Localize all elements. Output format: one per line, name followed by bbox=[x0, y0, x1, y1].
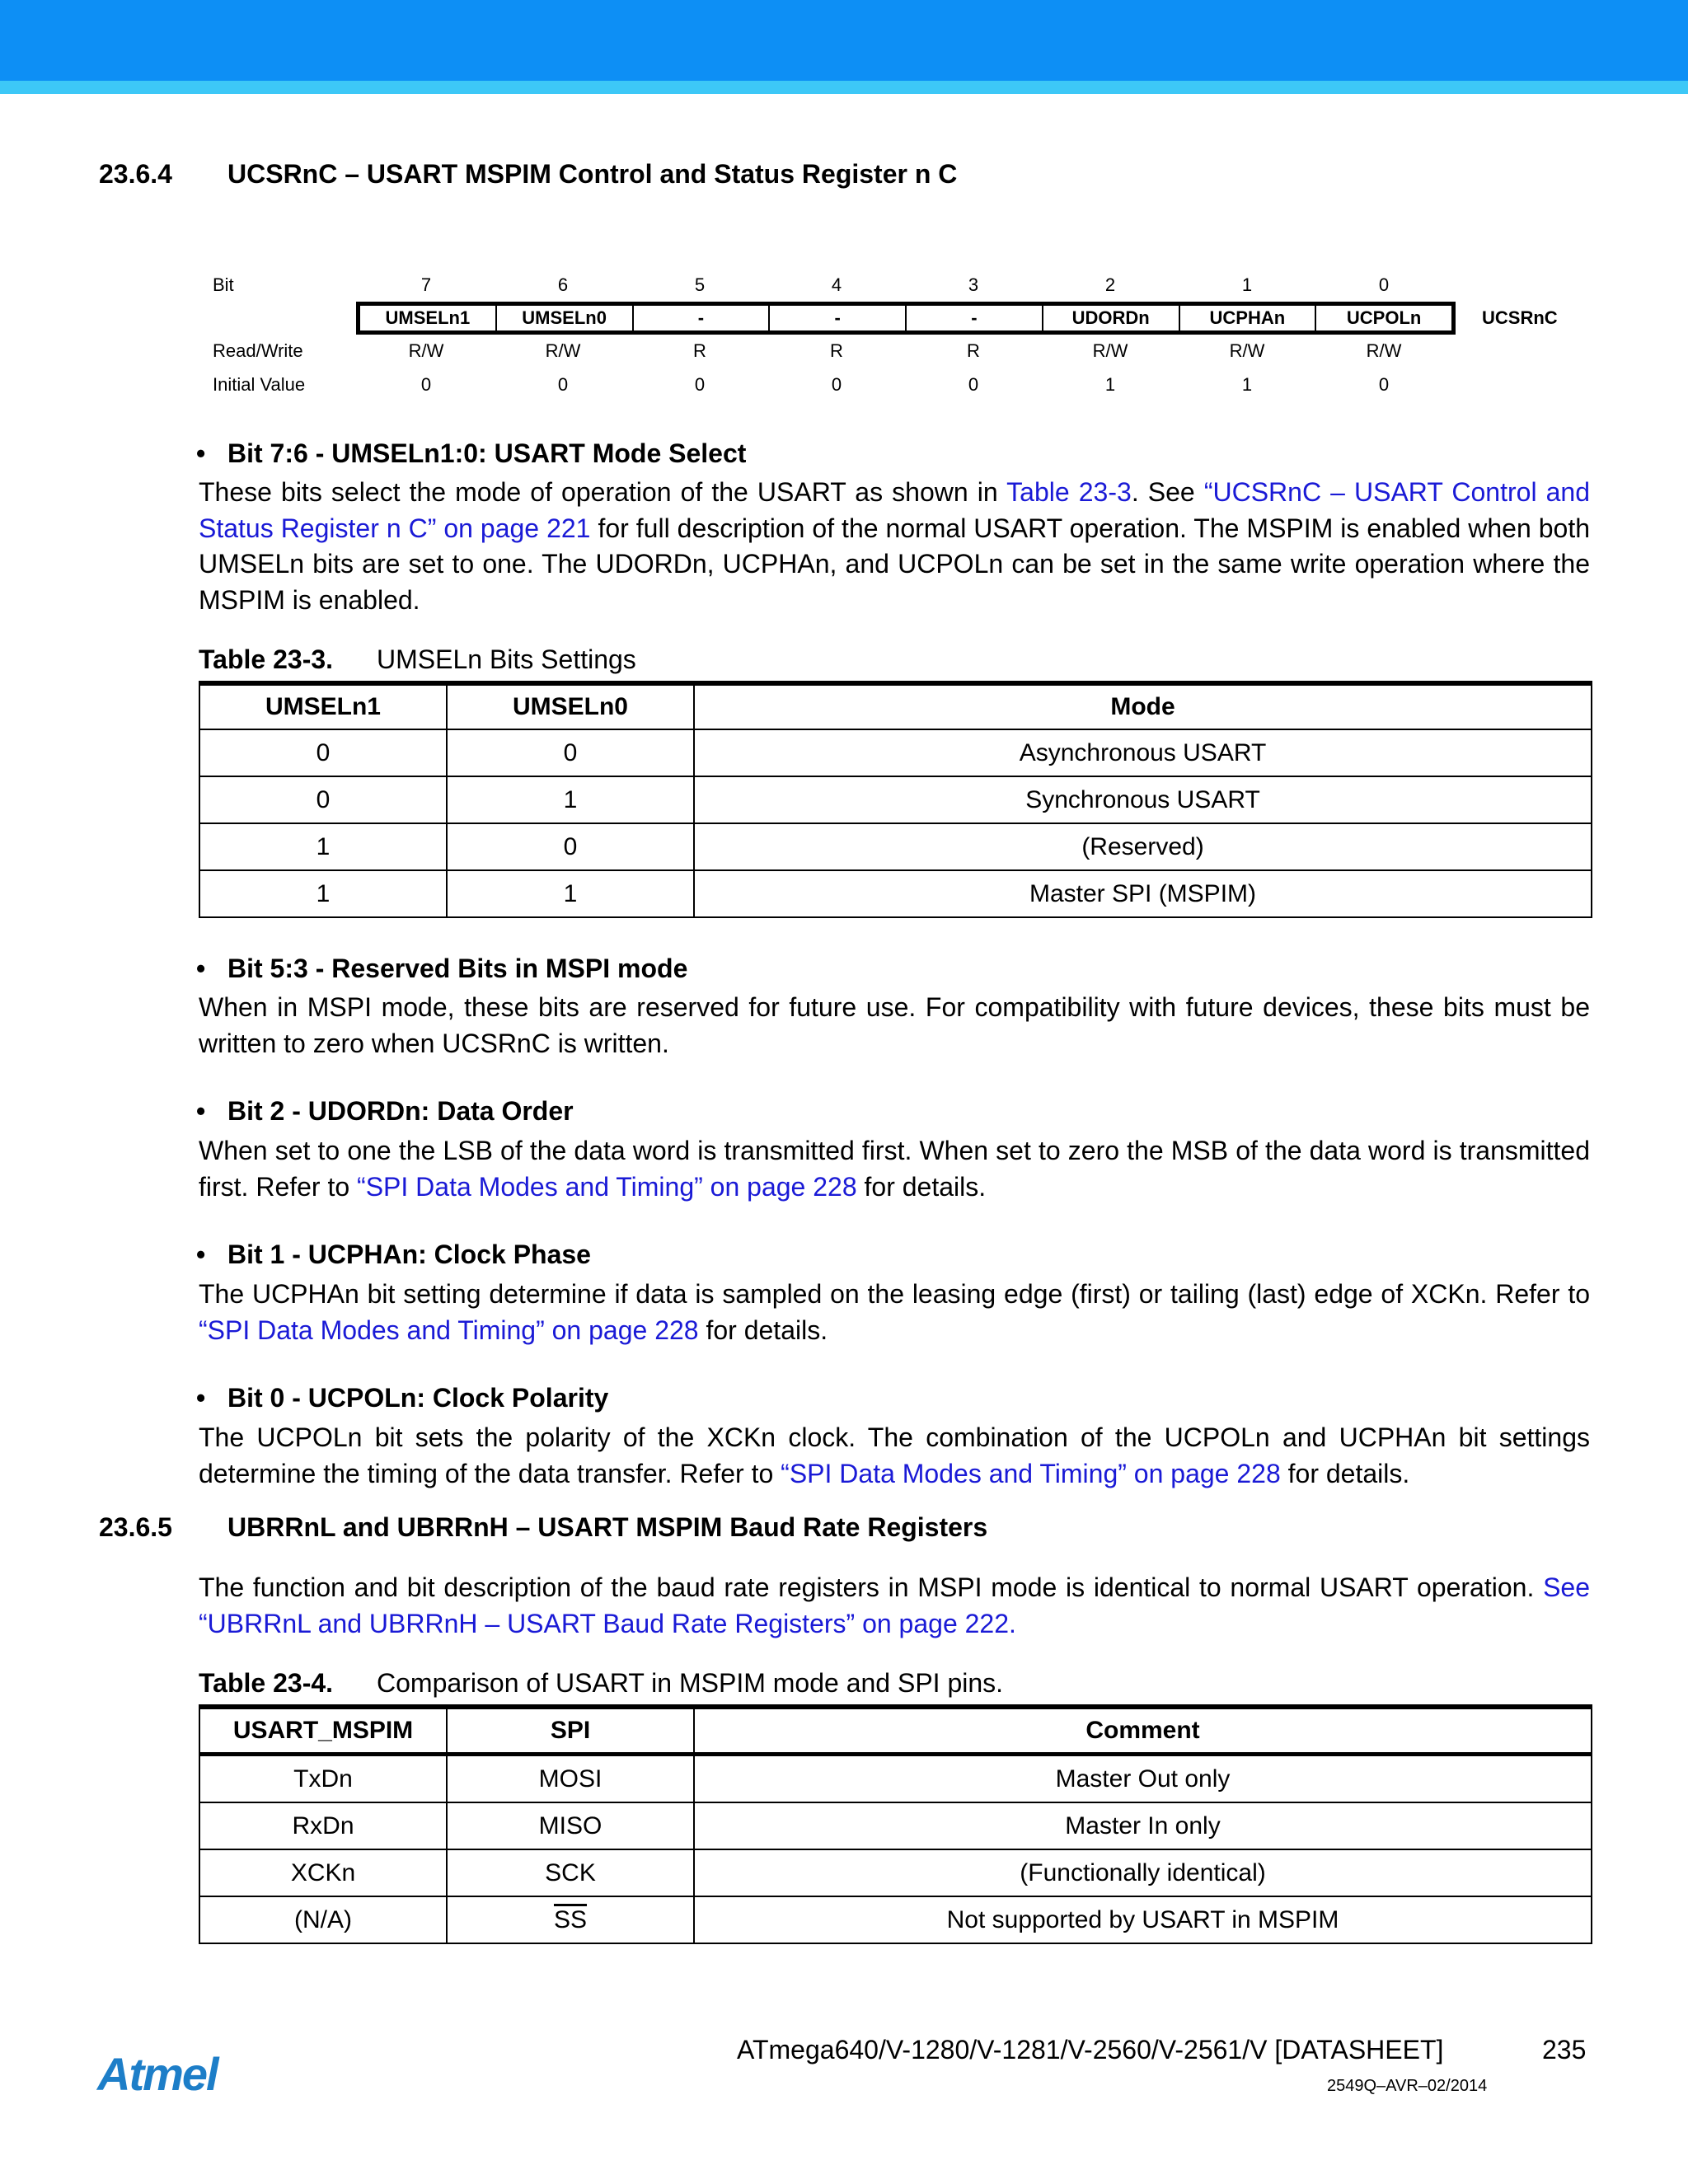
bit2-description: When set to one the LSB of the data word is transmitted first. When set to zero the MSB of the data word is transmitted first. Refer to “SPI Data Modes and Timing” on page 228 for details. bbox=[199, 1136, 1590, 1202]
document-code: 2549Q–AVR–02/2014 bbox=[1327, 2077, 1488, 2095]
bit0-description: The UCPOLn bit sets the polarity of the XCKn clock. The combination of the UCPOLn and UCPHAn bit settings determine the timing of the data transfer. Refer to “SPI Data Modes and Timing” on page 228 for details. bbox=[199, 1422, 1590, 1488]
initial-value: 1 bbox=[1241, 374, 1253, 395]
bit0-heading: • Bit 0 - UCPOLn: Clock Polarity bbox=[196, 1383, 609, 1413]
spi-timing-link[interactable]: “SPI Data Modes and Timing” on page 228 bbox=[781, 1458, 1281, 1488]
page-number: 235 bbox=[1542, 2035, 1587, 2064]
initial-value-label: Initial Value bbox=[213, 374, 306, 395]
bit2-heading: • Bit 2 - UDORDn: Data Order bbox=[196, 1096, 574, 1126]
register-bit-name: - bbox=[634, 306, 771, 330]
bit76-description: These bits select the mode of operation of the USART as shown in Table 23-3. See “UCSRnC – USART Control and Status Register n C” on page 221 for full description of the normal USART operation. The MSPIM is enabled when both UMSELn bits are set to one. The UDORDn, UCPHAn, and UCPOLn can be set in the same write operation where the MSPIM is enabled. bbox=[199, 477, 1591, 615]
table-cell: Asynchronous USART bbox=[694, 729, 1592, 776]
table-cell: MOSI bbox=[447, 1755, 694, 1803]
register-bit-name: UDORDn bbox=[1043, 306, 1180, 330]
bullet-icon: • bbox=[196, 1383, 206, 1413]
column-header: SPI bbox=[447, 1707, 694, 1755]
bit-number: 5 bbox=[694, 274, 706, 295]
bit-number: 2 bbox=[1104, 274, 1116, 295]
register-bit-name: UCPHAn bbox=[1180, 306, 1317, 330]
ucsrnc-link[interactable]: “UCSRnC – USART Control and Status Register n C” on page 221 bbox=[199, 477, 1591, 543]
table-cell: RxDn bbox=[199, 1802, 447, 1849]
table-cell: (Reserved) bbox=[694, 823, 1592, 870]
header-bar bbox=[0, 0, 1688, 81]
column-header: UMSELn0 bbox=[447, 683, 694, 729]
read-write-value: R/W bbox=[545, 340, 581, 361]
read-write-value: R/W bbox=[1229, 340, 1265, 361]
table-cell: MISO bbox=[447, 1802, 694, 1849]
table-cell: 1 bbox=[447, 776, 694, 823]
umseln-settings-table bbox=[199, 681, 1592, 918]
bit-number: 3 bbox=[968, 274, 979, 295]
table-row bbox=[199, 1755, 1592, 1803]
bit53-heading: • Bit 5:3 - Reserved Bits in MSPI mode bbox=[196, 954, 688, 983]
table-cell: Not supported by USART in MSPIM bbox=[694, 1896, 1592, 1943]
bit-number: 4 bbox=[831, 274, 842, 295]
read-write-value: R bbox=[830, 340, 843, 361]
read-write-value: R bbox=[693, 340, 706, 361]
table-cell: (Functionally identical) bbox=[694, 1849, 1592, 1896]
bit-label: Bit bbox=[213, 274, 234, 295]
initial-value: 0 bbox=[1378, 374, 1390, 395]
table-cell: TxDn bbox=[199, 1755, 447, 1803]
section-title: UCSRnC – USART MSPIM Control and Status Register n C bbox=[227, 159, 958, 189]
initial-value: 0 bbox=[557, 374, 569, 395]
column-header: Comment bbox=[694, 1707, 1592, 1755]
bit1-description: The UCPHAn bit setting determine if data is sampled on the leasing edge (first) or tailing (last) edge of XCKn. Refer to “SPI Data Modes and Timing” on page 228 for details. bbox=[199, 1279, 1590, 1345]
table-row bbox=[199, 1802, 1592, 1849]
spi-timing-link[interactable]: “SPI Data Modes and Timing” on page 228 bbox=[357, 1171, 857, 1202]
spi-timing-link[interactable]: “SPI Data Modes and Timing” on page 228 bbox=[199, 1315, 699, 1345]
register-bit-name: UCPOLn bbox=[1346, 307, 1422, 328]
table-cell: 1 bbox=[447, 870, 694, 917]
table-cell: Master SPI (MSPIM) bbox=[694, 870, 1592, 917]
table-header-row bbox=[199, 1707, 1592, 1755]
section-heading-23-6-4 bbox=[99, 159, 957, 190]
initial-value: 0 bbox=[420, 374, 432, 395]
section-title: UBRRnL and UBRRnH – USART MSPIM Baud Rate Registers bbox=[227, 1512, 988, 1542]
register-bit-box bbox=[356, 302, 1456, 335]
table-row bbox=[199, 1896, 1592, 1943]
table-row bbox=[199, 870, 1592, 917]
section-heading-23-6-5 bbox=[99, 1512, 987, 1543]
table-label: Table 23-3. bbox=[199, 644, 334, 674]
column-header: UMSELn1 bbox=[199, 683, 447, 729]
table-cell: 0 bbox=[447, 729, 694, 776]
table-cell: 0 bbox=[447, 823, 694, 870]
bullet-icon: • bbox=[196, 954, 206, 983]
register-name: UCSRnC bbox=[1482, 307, 1558, 328]
table-label: Table 23-4. bbox=[199, 1668, 334, 1698]
column-header: USART_MSPIM bbox=[199, 1707, 447, 1755]
table-23-4-caption bbox=[199, 1668, 1003, 1699]
initial-value: 1 bbox=[1104, 374, 1116, 395]
bit76-heading: • Bit 7:6 - UMSELn1:0: USART Mode Select bbox=[196, 438, 747, 468]
table-cell bbox=[447, 1896, 694, 1943]
read-write-value: R/W bbox=[1092, 340, 1128, 361]
read-write-value: R bbox=[967, 340, 980, 361]
section-number: 23.6.4 bbox=[99, 159, 172, 189]
table-cell: (N/A) bbox=[199, 1896, 447, 1943]
header-strip bbox=[0, 81, 1688, 94]
table-23-3-caption bbox=[199, 644, 636, 675]
read-write-label: Read/Write bbox=[213, 340, 303, 361]
table-cell: SCK bbox=[447, 1849, 694, 1896]
ubrr-link[interactable]: See “UBRRnL and UBRRnH – USART Baud Rate Registers” on page 222. bbox=[199, 1572, 1590, 1638]
table-cell: 1 bbox=[199, 823, 447, 870]
register-bit-name: - bbox=[907, 306, 1043, 330]
table-row bbox=[199, 823, 1592, 870]
table-cell: Synchronous USART bbox=[694, 776, 1592, 823]
bit-number: 0 bbox=[1378, 274, 1390, 295]
baud-rate-description: The function and bit description of the baud rate registers in MSPI mode is identical to normal USART operation. See “UBRRnL and UBRRnH – USART Baud Rate Registers” on page 222. bbox=[199, 1572, 1590, 1638]
bit1-heading: • Bit 1 - UCPHAn: Clock Phase bbox=[196, 1240, 591, 1269]
bit-number: 6 bbox=[557, 274, 569, 295]
table-title: Comparison of USART in MSPIM mode and SPI pins. bbox=[377, 1668, 1004, 1698]
table-cell: Master In only bbox=[694, 1802, 1592, 1849]
bit-number: 1 bbox=[1241, 274, 1253, 295]
bullet-icon: • bbox=[196, 438, 206, 468]
ss-signal: $\overline{SS}$ bbox=[553, 1905, 588, 1933]
table-cell: 0 bbox=[199, 776, 447, 823]
table-row bbox=[199, 776, 1592, 823]
initial-value: 0 bbox=[968, 374, 979, 395]
table-cell: 0 bbox=[199, 729, 447, 776]
register-bit-name: - bbox=[770, 306, 907, 330]
bit53-description: When in MSPI mode, these bits are reserved for future use. For compatibility with future devices, these bits must be written to zero when UCSRnC is written. bbox=[199, 992, 1590, 1058]
column-header: Mode bbox=[694, 683, 1592, 729]
bullet-icon: • bbox=[196, 1096, 206, 1126]
read-write-value: R/W bbox=[408, 340, 444, 361]
table-cell: 1 bbox=[199, 870, 447, 917]
table-23-3-link[interactable]: Table 23-3 bbox=[1006, 477, 1132, 507]
atmel-logo: Atmel bbox=[97, 2048, 218, 2100]
register-bit-name: UMSELn0 bbox=[497, 306, 634, 330]
table-row bbox=[199, 1849, 1592, 1896]
table-cell: XCKn bbox=[199, 1849, 447, 1896]
table-header-row bbox=[199, 683, 1592, 729]
footer-title: ATmega640/V-1280/V-1281/V-2560/V-2561/V [DATASHEET] bbox=[737, 2035, 1444, 2064]
read-write-value: R/W bbox=[1366, 340, 1402, 361]
section-number: 23.6.5 bbox=[99, 1512, 172, 1542]
table-row bbox=[199, 729, 1592, 776]
bullet-icon: • bbox=[196, 1240, 206, 1269]
table-cell: Master Out only bbox=[694, 1755, 1592, 1803]
register-bit-name: UMSELn1 bbox=[360, 306, 497, 330]
table-title: UMSELn Bits Settings bbox=[377, 644, 636, 674]
bit-number: 7 bbox=[420, 274, 432, 295]
usart-spi-comparison-table bbox=[199, 1704, 1592, 1944]
initial-value: 0 bbox=[831, 374, 842, 395]
initial-value: 0 bbox=[694, 374, 706, 395]
